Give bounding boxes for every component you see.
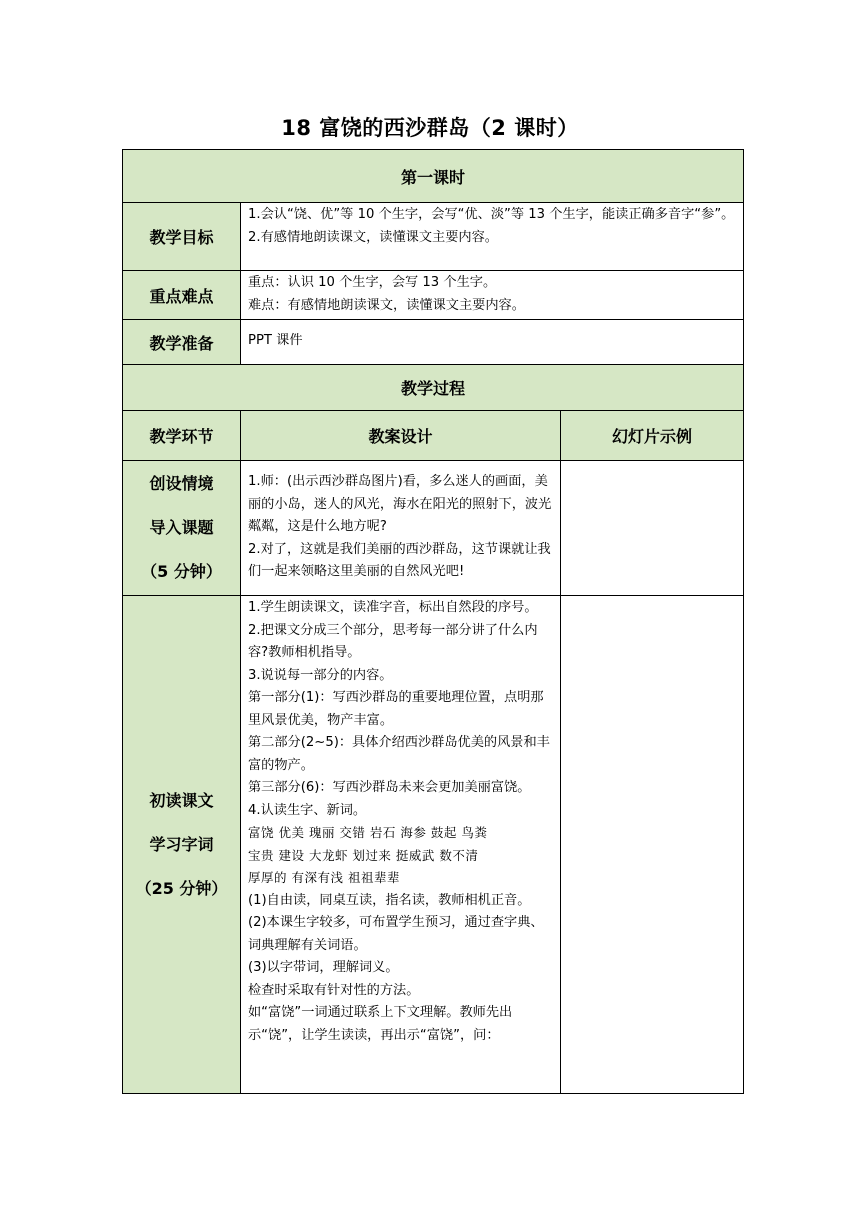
word-list-line: 富饶 优美 瑰丽 交错 岩石 海参 鼓起 鸟粪 — [248, 825, 488, 840]
goals-label: 教学目标 — [123, 203, 241, 271]
goal-item: 1.会认“饶、优”等 10 个生字，会写“优、淡”等 13 个生字，能读正确多音字“参”。 — [248, 207, 735, 222]
column-header-stage: 教学环节 — [123, 411, 241, 461]
step-paragraph: 1.师：(出示西沙群岛图片)看，多么迷人的画面，美丽的小岛，迷人的风光，海水在阳光的照射下，波光粼粼，这是什么地方呢? — [248, 474, 552, 535]
focus-item: 重点：认识 10 个生字，会写 13 个生字。 — [248, 275, 497, 290]
step-paragraph: 2.对了，这就是我们美丽的西沙群岛，这节课就让我们一起来领略这里美丽的自然风光吧! — [248, 541, 551, 580]
step-paragraph: 检查时采取有针对性的方法。 — [248, 982, 420, 998]
step-paragraph: (1)自由读，同桌互读，指名读，教师相机正音。 — [248, 892, 531, 908]
step-label-line: 导入课题 — [149, 518, 214, 537]
step-label-line: （25 分钟） — [135, 878, 228, 898]
step-paragraph: 如“富饶”一词通过联系上下文理解。教师先出示“饶”，让学生读读，再出示“富饶”，问： — [248, 1005, 513, 1043]
slide-example-intro — [561, 461, 744, 596]
word-list-line: 宝贵 建设 大龙虾 划过来 挺威武 数不清 — [248, 847, 479, 863]
step-label-line: （5 分钟） — [141, 562, 222, 581]
goal-item: 2.有感情地朗读课文，读懂课文主要内容。 — [248, 229, 498, 245]
goals-content — [241, 203, 744, 271]
step-paragraph: 2.把课文分成三个部分，思考每一部分讲了什么内容?教师相机指导。 — [248, 622, 538, 660]
page-title: 18 富饶的西沙群岛（2 课时） — [281, 116, 579, 140]
word-list-line: 厚厚的 有深有浅 祖祖辈辈 — [248, 870, 400, 885]
step-label-line: 创设情境 — [149, 474, 214, 493]
step-content-reading — [241, 596, 561, 1094]
prep-label: 教学准备 — [123, 320, 241, 365]
step-label-intro — [123, 461, 241, 596]
step-paragraph: 1.学生朗读课文，读准字音，标出自然段的序号。 — [248, 600, 538, 615]
process-heading: 教学过程 — [123, 365, 744, 411]
focus-item: 难点：有感情地朗读课文，读懂课文主要内容。 — [248, 297, 525, 313]
step-paragraph: (3)以字带词，理解词义。 — [248, 960, 399, 975]
step-paragraph: (2)本课生字较多，可布置学生预习，通过查字典、词典理解有关词语。 — [248, 915, 544, 953]
step-paragraph: 第三部分(6)：写西沙群岛未来会更加美丽富饶。 — [248, 780, 531, 795]
step-paragraph: 3.说说每一部分的内容。 — [248, 667, 393, 683]
step-paragraph: 第一部分(1)：写西沙群岛的重要地理位置，点明那里风景优美，物产丰富。 — [248, 690, 544, 728]
column-header-design: 教案设计 — [241, 411, 561, 461]
lesson-table — [122, 149, 744, 1094]
step-label-line: 初读课文 — [149, 790, 214, 810]
focus-label: 重点难点 — [123, 271, 241, 320]
prep-content: PPT 课件 — [241, 320, 744, 365]
step-label-line: 学习字词 — [149, 834, 214, 854]
step-paragraph: 第二部分(2~5)：具体介绍西沙群岛优美的风景和丰富的物产。 — [248, 735, 550, 773]
slide-example-reading — [561, 596, 744, 1094]
step-paragraph: 4.认读生字、新词。 — [248, 802, 367, 818]
focus-content — [241, 271, 744, 320]
column-header-slide: 幻灯片示例 — [561, 411, 744, 461]
step-content-intro — [241, 461, 561, 596]
lesson-heading: 第一课时 — [123, 150, 744, 203]
step-label-reading — [123, 596, 241, 1094]
